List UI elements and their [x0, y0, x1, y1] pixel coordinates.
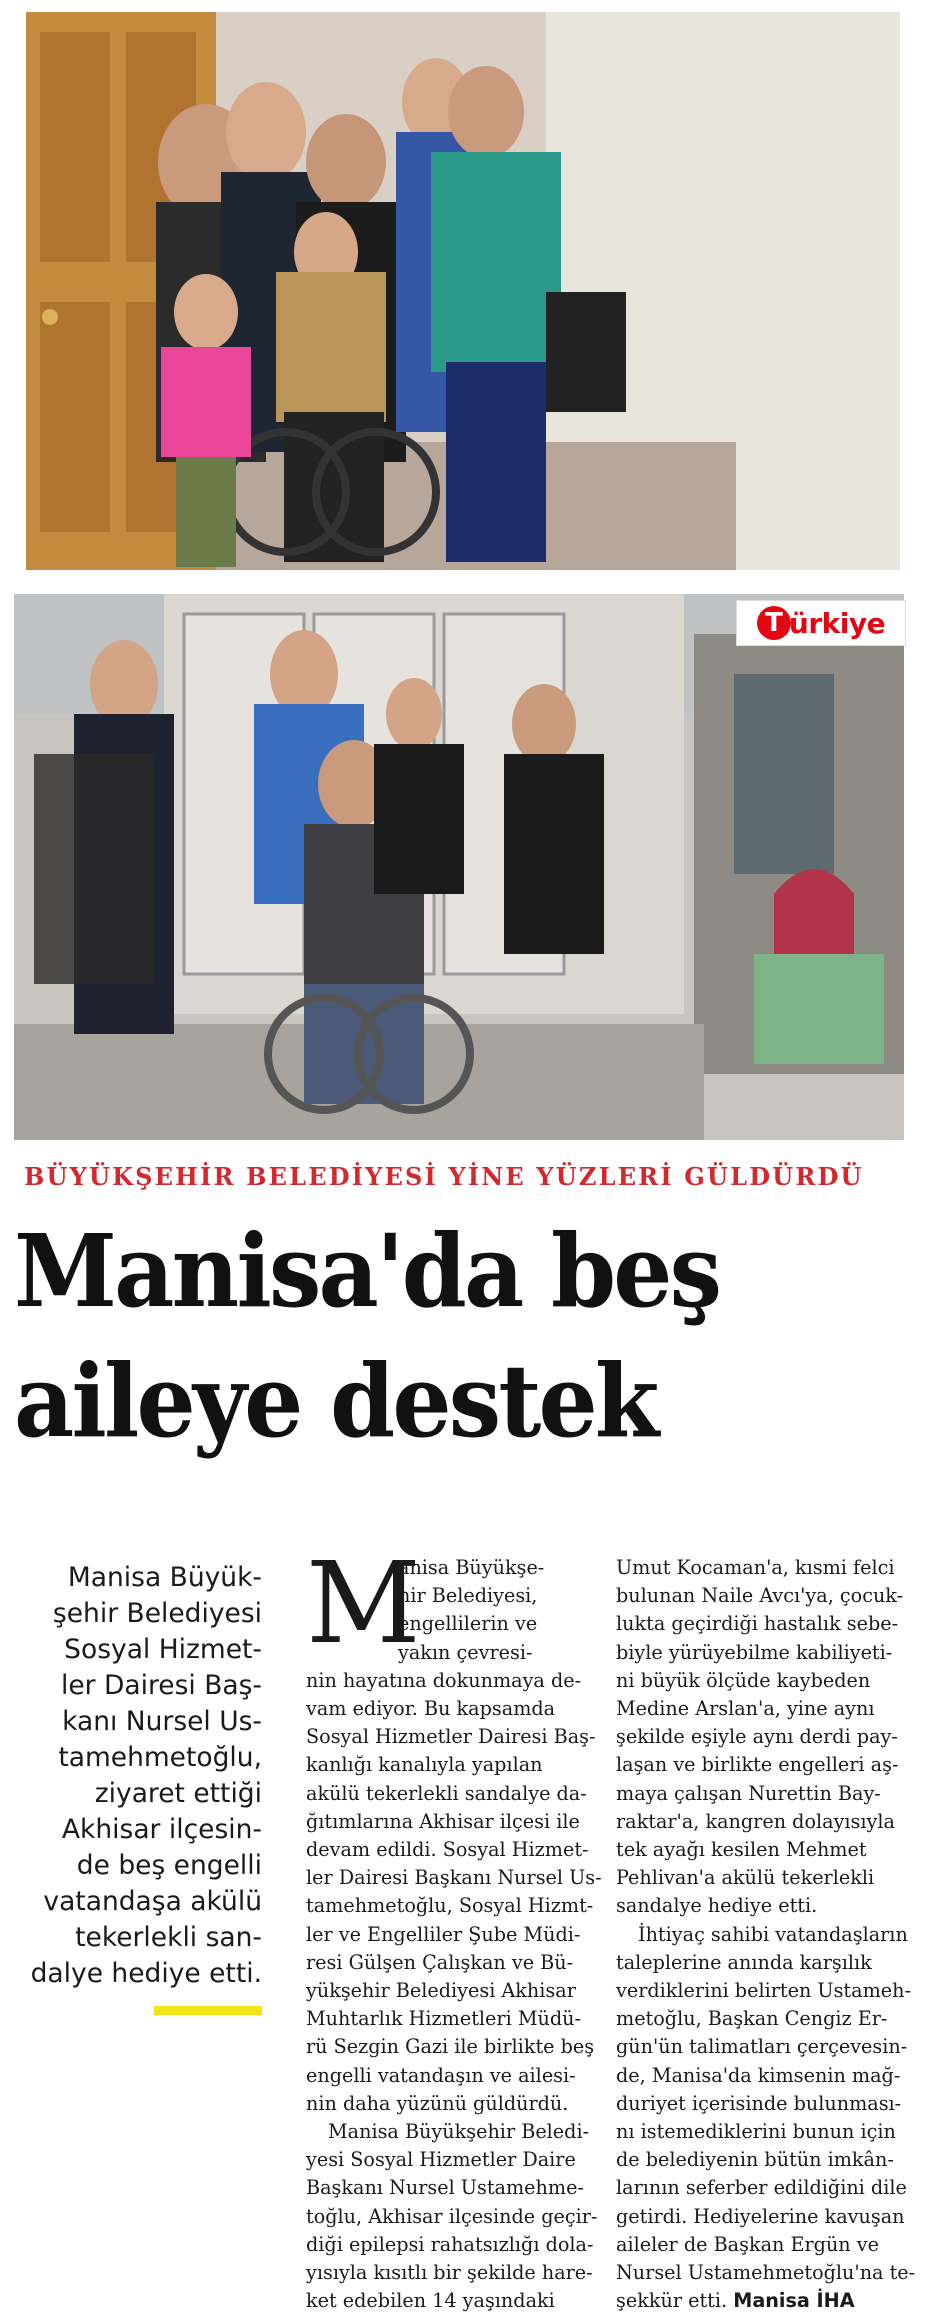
body-line: nin hayatına dokunmaya de- [306, 1668, 582, 1692]
dropcap: M [306, 1539, 421, 1669]
body-line: resi Gülşen Çalışkan ve Bü- [306, 1950, 574, 1974]
body-line: engelli vatandaşın ve ailesi- [306, 2063, 576, 2087]
lead-line: tekerlekli san- [75, 1922, 262, 1953]
headline [14, 1206, 851, 1466]
body-line: duriyet içerisinde bulunması- [616, 2091, 902, 2115]
body-line: diği epilepsi rahatsızlığı dola- [306, 2232, 594, 2256]
body-line: larının seferber edildiğini dile [616, 2176, 907, 2200]
body-line: tek ayağı kesilen Mehmet [616, 1838, 867, 1862]
body-line: gün'ün talimatları çerçevesin- [616, 2035, 908, 2059]
body-line: nin daha yüzünü güldürdü. [306, 2091, 569, 2115]
body-line: getirdi. Hediyelerine kavuşan [616, 2204, 905, 2228]
dropcap-line: anisa Büyükşe- [398, 1556, 545, 1579]
body-line: bulunan Naile Avcı'ya, çocuk- [616, 1584, 904, 1608]
body-line: Medine Arslan'a, yine aynı [616, 1697, 875, 1721]
body-line: akülü tekerlekli sandalye da- [306, 1781, 587, 1805]
dropcap-block [306, 1539, 600, 1669]
body-line: aileler de Başkan Ergün ve [616, 2232, 879, 2256]
photo-second-family [14, 594, 904, 1140]
body-line: laşan ve birlikte engelleri aş- [616, 1753, 899, 1777]
lead-line: kanı Nursel Us- [62, 1706, 262, 1737]
body-line: ğıtımlarına Akhisar ilçesi ile [306, 1809, 580, 1833]
turkiye-newspaper-logo [736, 600, 906, 646]
lead-line: tamehmetoğlu, [58, 1742, 262, 1773]
logo-wordmark: ürkiye [788, 606, 886, 640]
body-line: metoğlu, Başkan Cengiz Er- [616, 2007, 888, 2031]
body-line: tamehmetoğlu, Sosyal Hizmt- [306, 1894, 594, 1918]
headline-line-1: Manisa'da beş [14, 1212, 720, 1330]
body-line: Manisa Büyükşehir Beledi- [328, 2120, 590, 2144]
body-line: de belediyenin bütün imkân- [616, 2148, 894, 2172]
lead-line: Akhisar ilçesin- [61, 1814, 262, 1845]
body-line: raktar'a, kangren dolayısıyla [616, 1809, 895, 1833]
lead-line: ler Dairesi Baş- [61, 1670, 262, 1701]
body-line: ket edebilen 14 yaşındaki [306, 2289, 555, 2313]
final-words: şekkür etti. [616, 2289, 728, 2313]
body-line: nı istemediklerini bunun için [616, 2120, 896, 2144]
lead-line: ziyaret ettiği [94, 1778, 262, 1809]
logo-t-circle: T [757, 606, 791, 640]
lead-line: dalye hediye etti. [30, 1958, 262, 1989]
body-line: verdiklerini belirten Ustameh- [616, 1979, 911, 2003]
body-line: maya çalışan Nurettin Bay- [616, 1781, 881, 1805]
body-line: sandalye hediye etti. [616, 1894, 818, 1918]
photo-family-group [26, 12, 900, 570]
body-line-last [616, 2287, 912, 2315]
dropcap-line: yakın çevresi- [398, 1640, 533, 1664]
body-line: yükşehir Belediyesi Akhisar [306, 1979, 576, 2003]
body-line: şekilde eşiyle aynı derdi pay- [616, 1725, 898, 1749]
body-line: Muhtarlık Hizmetleri Müdü- [306, 2007, 581, 2031]
body-line: rü Sezgin Gazi ile birlikte beş [306, 2035, 595, 2059]
accent-bar [154, 2006, 262, 2015]
body-line: biyle yürüyebilme kabiliyeti- [616, 1640, 893, 1664]
body-column-2 [306, 1539, 602, 2315]
body-line: lukta geçirdiği hastalık sebe- [616, 1612, 899, 1636]
headline-line-2: aileye destek [14, 1342, 657, 1460]
body-line: ler Dairesi Başkanı Nursel Us- [306, 1866, 602, 1890]
body-line: taleplerine anında karşılık [616, 1950, 872, 1974]
dropcap-line: engellilerin ve [398, 1612, 538, 1636]
body-line: Nursel Ustamehmetoğlu'na te- [616, 2261, 916, 2285]
body-line: devam edildi. Sosyal Hizmet- [306, 1838, 589, 1862]
body-line: kanlığı kanalıyla yapılan [306, 1753, 543, 1777]
lead-paragraph [18, 1560, 262, 1992]
body-line: vam ediyor. Bu kapsamda [306, 1697, 556, 1721]
body-line: ler ve Engelliler Şube Müdi- [306, 1922, 581, 1946]
kicker: BÜYÜKŞEHİR BELEDİYESİ YİNE YÜZLERİ GÜLDÜRDÜ [24, 1162, 864, 1191]
lead-line: Sosyal Hizmet- [64, 1634, 262, 1665]
lead-line: şehir Belediyesi [52, 1598, 262, 1629]
body-line: Sosyal Hizmetler Dairesi Baş- [306, 1725, 596, 1749]
body-line: Pehlivan'a akülü tekerlekli [616, 1866, 875, 1890]
body-line: de, Manisa'da kimsenin mağ- [616, 2063, 901, 2087]
body-line: Başkanı Nursel Ustamehme- [306, 2176, 584, 2200]
body-line: yısıyla kısıtlı bir şekilde hare- [306, 2261, 593, 2285]
body-line: toğlu, Akhisar ilçesinde geçir- [306, 2204, 598, 2228]
lead-line: vatandaşa akülü [43, 1886, 262, 1917]
byline: Manisa İHA [733, 2289, 855, 2313]
body-line: İhtiyaç sahibi vatandaşların [638, 1922, 908, 1946]
body-line: Umut Kocaman'a, kısmi felci [616, 1556, 895, 1579]
lead-line: Manisa Büyük- [67, 1562, 262, 1593]
lead-line: de beş engelli [76, 1850, 262, 1881]
body-line: yesi Sosyal Hizmetler Daire [306, 2148, 576, 2172]
dropcap-line: hir Belediyesi, [398, 1584, 538, 1608]
body-column-3 [616, 1554, 916, 2315]
body-line: ni büyük ölçüde kaybeden [616, 1668, 871, 1692]
